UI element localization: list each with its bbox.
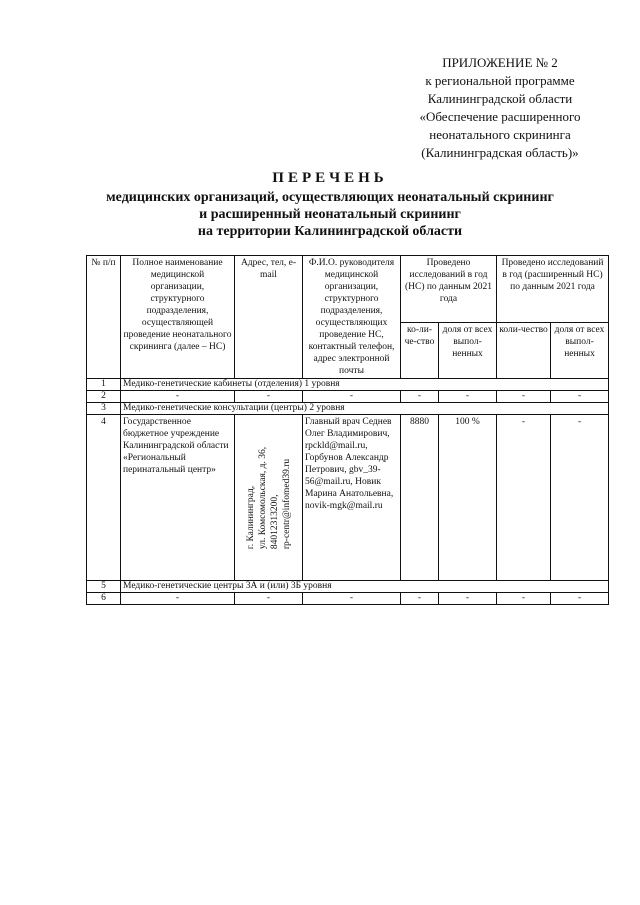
cell: - <box>497 593 551 605</box>
header-name: Полное наименование медицинской организации, структурного подразделения, осуществляющей проведение неонатального скрининга (далее – НС) <box>121 256 235 379</box>
document-title <box>80 170 580 240</box>
header-address: Адрес, тел, e-mail <box>235 256 303 379</box>
appendix-line-3: Калининградской области <box>427 91 573 106</box>
table-row-4 <box>87 415 609 581</box>
appendix-line-1: ПРИЛОЖЕНИЕ № 2 <box>442 55 558 70</box>
header-rns-group: Проведено исследований в год (расширенный НС) по данным 2021 года <box>497 256 609 323</box>
appendix-header <box>380 54 620 162</box>
cell: - <box>497 391 551 403</box>
appendix-line-2: к региональной программе <box>425 73 575 88</box>
table-row-6 <box>87 593 609 605</box>
cell: - <box>235 593 303 605</box>
header-rns-count: коли-чество <box>497 323 551 379</box>
org-name: Государственное бюджетное учреждение Калининградской области «Региональный перинатальный центр» <box>121 415 235 581</box>
ns-share: 100 % <box>439 415 497 581</box>
org-address-text <box>245 446 293 548</box>
section-row-5 <box>87 581 609 593</box>
section-title: Медико-генетические консультации (центры) 2 уровня <box>121 403 609 415</box>
row-num: 6 <box>87 593 121 605</box>
title-line-3: на территории Калининградской области <box>197 224 463 239</box>
section-title: Медико-генетические кабинеты (отделения) 1 уровня <box>121 379 609 391</box>
address-line: ул. Комсомольская, д. 36, <box>257 446 268 549</box>
title-line-1: медицинских организаций, осуществляющих неонатальный скрининг <box>106 190 554 205</box>
cell: - <box>551 391 609 403</box>
cell: - <box>551 593 609 605</box>
header-row <box>87 256 609 323</box>
header-ns-group: Проведено исследований в год (НС) по данным 2021 года <box>401 256 497 323</box>
cell: - <box>439 391 497 403</box>
organizations-table <box>86 255 609 605</box>
title-line-2: и расширенный неонатальный скрининг <box>199 207 461 222</box>
email-line: rp-centr@infomed39.ru <box>281 458 292 549</box>
header-rns-share: доля от всех выпол-ненных <box>551 323 609 379</box>
appendix-line-6: (Калининградская область)» <box>421 145 579 160</box>
header-ns-count: ко-ли-че-ство <box>401 323 439 379</box>
row-num: 3 <box>87 403 121 415</box>
cell: - <box>121 391 235 403</box>
cell: - <box>235 391 303 403</box>
row-num: 2 <box>87 391 121 403</box>
cell: - <box>303 593 401 605</box>
table-row-2 <box>87 391 609 403</box>
appendix-line-4: «Обеспечение расширенного <box>419 109 581 124</box>
cell: - <box>121 593 235 605</box>
cell: - <box>401 391 439 403</box>
phone-line: 84012313200, <box>269 494 280 549</box>
rns-count: - <box>497 415 551 581</box>
cell: - <box>439 593 497 605</box>
header-num: № п/п <box>87 256 121 379</box>
rns-share: - <box>551 415 609 581</box>
row-num: 4 <box>87 415 121 581</box>
cell: - <box>401 593 439 605</box>
address-line: г. Калининград, <box>245 485 256 549</box>
row-num: 5 <box>87 581 121 593</box>
org-head-contacts: Главный врач Седнев Олег Владимирович, rpckld@mail.ru, Горбунов Александр Петрович, gbv_39-56@mail.ru, Новик Марина Анатольевна, novik-mgk@mail.ru <box>303 415 401 581</box>
header-ns-share: доля от всех выпол-ненных <box>439 323 497 379</box>
section-title: Медико-генетические центры 3А и (или) 3Б уровня <box>121 581 609 593</box>
header-fio: Ф.И.О. руководителя медицинской организации, структурного подразделения, осуществляющих проведение НС, контактный телефон, адрес электронной почты <box>303 256 401 379</box>
section-row-1 <box>87 379 609 391</box>
appendix-line-5: неонатального скрининга <box>429 127 571 142</box>
section-row-3 <box>87 403 609 415</box>
cell: - <box>303 391 401 403</box>
title-word: ПЕРЕЧЕНЬ <box>272 170 388 186</box>
org-address <box>235 415 303 581</box>
row-num: 1 <box>87 379 121 391</box>
ns-count: 8880 <box>401 415 439 581</box>
